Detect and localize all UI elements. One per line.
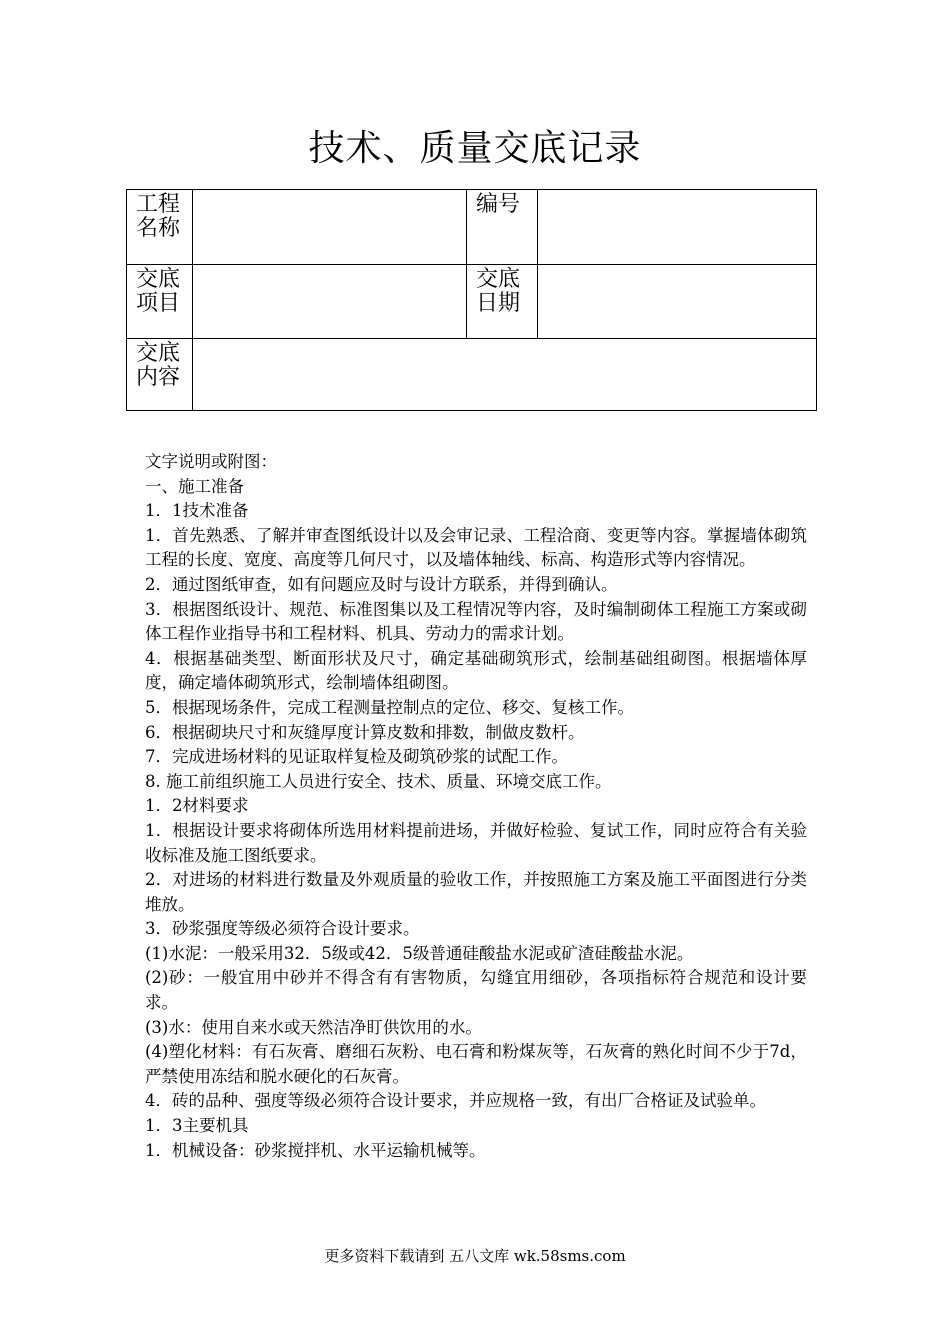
text-line: 1．根据设计要求将砌体所选用材料提前进场，并做好检验、复试工作，同时应符合有关验收标准及施工图纸要求。	[145, 820, 807, 865]
number-label: 编号	[476, 192, 521, 217]
text-line: (2)砂：一般宜用中砂并不得含有有害物质，勾缝宜用细砂，各项指标符合规范和设计要求。	[145, 968, 807, 1013]
page-title: 技术、质量交底记录	[308, 128, 642, 169]
item-label: 交底项目	[136, 267, 181, 316]
content-field[interactable]	[193, 339, 817, 411]
text-line: (1)水泥：一般采用32．5级或42．5级普通硅酸盐水泥或矿渣硅酸盐水泥。	[145, 943, 694, 963]
text-line: 3．根据图纸设计、规范、标准图集以及工程情况等内容，及时编制砌体工程施工方案或砌体工程作业指导书和工程材料、机具、劳动力的需求计划。	[145, 599, 807, 644]
body-text	[145, 450, 807, 1163]
number-label-cell	[467, 190, 538, 265]
text-line: 3．砂浆强度等级必须符合设计要求。	[145, 919, 420, 939]
text-line: 4．根据基础类型、断面形状及尺寸，确定基础砌筑形式，绘制基础组砌图。根据墙体厚度，确定墙体砌筑形式，绘制墙体组砌图。	[145, 648, 807, 693]
text-line: 1．首先熟悉、了解并审查图纸设计以及会审记录、工程洽商、变更等内容。掌握墙体砌筑工程的长度、宽度、高度等几何尺寸，以及墙体轴线、标高、构造形式等内容情况。	[145, 525, 807, 570]
number-field[interactable]	[538, 190, 817, 265]
date-label: 交底日期	[476, 267, 521, 316]
item-label-cell	[127, 265, 193, 339]
date-label-cell	[467, 265, 538, 339]
text-line: 一、施工准备	[145, 476, 244, 496]
text-line: 2．对进场的材料进行数量及外观质量的验收工作，并按照施工方案及施工平面图进行分类堆放。	[145, 870, 807, 914]
text-line: 1．1技术准备	[145, 501, 249, 521]
text-line: 4．砖的品种、强度等级必须符合设计要求，并应规格一致，有出厂合格证及试验单。	[145, 1091, 766, 1111]
text-line: 1．2材料要求	[145, 796, 249, 816]
text-line: (4)塑化材料：有石灰膏、磨细石灰粉、电石膏和粉煤灰等，石灰膏的熟化时间不少于7d，严禁使用冻结和脱水硬化的石灰膏。	[145, 1042, 807, 1086]
text-line: 文字说明或附图：	[145, 452, 277, 471]
text-line: 2．通过图纸审查，如有问题应及时与设计方联系，并得到确认。	[145, 574, 618, 594]
footer-note: 更多资料下载请到 五八文库 wk.58sms.com	[324, 1247, 626, 1265]
project-name-label: 工程名称	[136, 192, 181, 241]
text-line: 7．完成进场材料的见证取样复检及砌筑砂浆的试配工作。	[145, 747, 568, 767]
handover-form-table	[126, 189, 817, 411]
project-name-label-cell	[127, 190, 193, 265]
text-line: 5．根据现场条件，完成工程测量控制点的定位、移交、复核工作。	[145, 697, 634, 717]
text-line: 1．3主要机具	[145, 1116, 249, 1136]
item-field[interactable]	[193, 265, 467, 339]
text-line: 8. 施工前组织施工人员进行安全、技术、质量、环境交底工作。	[145, 771, 612, 791]
project-name-field[interactable]	[193, 190, 467, 265]
text-line: 6．根据砌块尺寸和灰缝厚度计算皮数和排数，制做皮数杆。	[145, 722, 585, 742]
text-line: 1．机械设备：砂浆搅拌机、水平运输机械等。	[145, 1140, 486, 1160]
date-field[interactable]	[538, 265, 817, 339]
text-line: (3)水：使用自来水或天然洁净盯供饮用的水。	[145, 1017, 482, 1037]
content-label: 交底内容	[136, 341, 181, 390]
content-label-cell	[127, 339, 193, 411]
